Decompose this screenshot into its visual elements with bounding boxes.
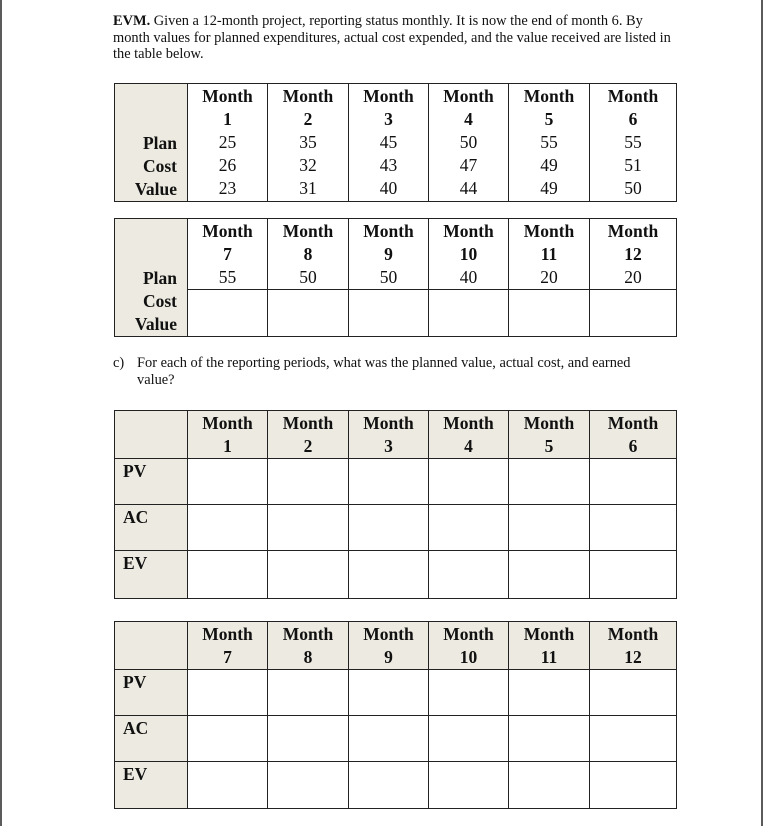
table-months-7-12-data <box>114 218 677 337</box>
column-header: Month 2 <box>282 86 334 129</box>
column-header: Month 8 <box>282 221 334 264</box>
table-months-1-6-data <box>114 83 677 202</box>
column-header: Month 5 <box>509 411 590 459</box>
table1-corner-cell <box>115 84 188 202</box>
table-evm-answers-1-6 <box>114 410 677 599</box>
answer-cell[interactable] <box>509 670 590 716</box>
column-header: Month 6 <box>590 411 677 459</box>
answer-cell[interactable] <box>268 459 349 505</box>
cell-value: 31 <box>299 178 317 198</box>
question-c <box>113 355 673 388</box>
row-label-ev: EV <box>115 551 188 599</box>
cell-plan: 55 <box>540 132 558 152</box>
cell-plan: 20 <box>624 267 642 287</box>
column-header: Month 7 <box>188 622 268 670</box>
table-evm-answers-7-12 <box>114 621 677 809</box>
answer-cell[interactable] <box>349 505 429 551</box>
row-label-ac: AC <box>115 716 188 762</box>
table2-column <box>268 219 349 290</box>
column-header: Month 2 <box>268 411 349 459</box>
table1-column <box>349 84 429 202</box>
empty-cell[interactable] <box>268 290 349 337</box>
table1-column <box>188 84 268 202</box>
answer-cell[interactable] <box>268 505 349 551</box>
row-label-pv: PV <box>115 670 188 716</box>
table1-column <box>509 84 590 202</box>
cell-plan: 50 <box>459 132 478 152</box>
answer-cell[interactable] <box>349 551 429 599</box>
row-label-plan: Plan <box>142 133 177 153</box>
column-header: Month 4 <box>429 411 509 459</box>
empty-cell[interactable] <box>188 290 268 337</box>
answer-cell[interactable] <box>429 716 509 762</box>
column-header: Month 3 <box>349 411 429 459</box>
column-header: Month 8 <box>268 622 349 670</box>
page-edge-left <box>0 0 2 826</box>
answer-cell[interactable] <box>429 762 509 809</box>
table2-column <box>188 219 268 290</box>
answer-cell[interactable] <box>509 716 590 762</box>
row-label-ev: EV <box>115 762 188 809</box>
column-header: Month 10 <box>429 622 509 670</box>
column-header: Month 12 <box>607 221 659 264</box>
answer-cell[interactable] <box>509 505 590 551</box>
cell-plan: 40 <box>459 267 478 287</box>
table3-corner-cell <box>115 411 188 459</box>
cell-plan: 20 <box>540 267 558 287</box>
answer-cell[interactable] <box>349 762 429 809</box>
answer-cell[interactable] <box>590 459 677 505</box>
column-header: Month 9 <box>349 622 429 670</box>
empty-cell[interactable] <box>509 290 590 337</box>
cell-cost: 43 <box>379 155 398 175</box>
table1-column <box>590 84 677 202</box>
empty-cell[interactable] <box>349 290 429 337</box>
column-header: Month 3 <box>363 86 414 129</box>
answer-cell[interactable] <box>509 551 590 599</box>
table2-column <box>509 219 590 290</box>
answer-cell[interactable] <box>590 762 677 809</box>
cell-plan: 25 <box>218 132 237 152</box>
answer-cell[interactable] <box>590 505 677 551</box>
cell-value: 40 <box>379 178 398 198</box>
answer-cell[interactable] <box>349 459 429 505</box>
row-label-cost: Cost <box>142 156 177 176</box>
answer-cell[interactable] <box>188 670 268 716</box>
table1-column <box>429 84 509 202</box>
row-label-cost: Cost <box>142 291 177 311</box>
table4-corner-cell <box>115 622 188 670</box>
answer-cell[interactable] <box>188 459 268 505</box>
answer-cell[interactable] <box>509 459 590 505</box>
column-header: Month 1 <box>188 411 268 459</box>
answer-cell[interactable] <box>590 551 677 599</box>
answer-cell[interactable] <box>349 716 429 762</box>
row-label-plan: Plan <box>142 268 177 288</box>
question-label: c) <box>113 355 125 371</box>
row-label-value: Value <box>134 179 177 199</box>
column-header: Month 5 <box>523 86 575 129</box>
answer-cell[interactable] <box>590 716 677 762</box>
answer-cell[interactable] <box>509 762 590 809</box>
row-label-pv: PV <box>115 459 188 505</box>
answer-cell[interactable] <box>268 762 349 809</box>
answer-cell[interactable] <box>268 670 349 716</box>
table1-column <box>268 84 349 202</box>
cell-value: 50 <box>624 178 642 198</box>
table2-column <box>349 219 429 290</box>
column-header: Month 10 <box>443 221 494 264</box>
empty-cell[interactable] <box>429 290 509 337</box>
cell-value: 23 <box>218 178 237 198</box>
column-header: Month 11 <box>509 622 590 670</box>
cell-cost: 47 <box>459 155 478 175</box>
cell-cost: 49 <box>540 155 558 175</box>
answer-cell[interactable] <box>188 505 268 551</box>
answer-cell[interactable] <box>188 716 268 762</box>
table2-column <box>429 219 509 290</box>
table2-label-cell <box>115 219 188 337</box>
cell-cost: 51 <box>624 155 642 175</box>
cell-cost: 32 <box>299 155 317 175</box>
answer-cell[interactable] <box>429 551 509 599</box>
answer-cell[interactable] <box>429 670 509 716</box>
row-label-value: Value <box>134 314 177 334</box>
cell-cost: 26 <box>218 155 237 175</box>
column-header: Month 6 <box>607 86 659 129</box>
answer-cell[interactable] <box>590 670 677 716</box>
column-header: Month 1 <box>202 86 253 129</box>
intro-lead: EVM. <box>113 13 151 29</box>
cell-plan: 35 <box>299 132 317 152</box>
cell-plan: 50 <box>299 267 317 287</box>
cell-value: 44 <box>459 178 478 198</box>
cell-plan: 55 <box>624 132 642 152</box>
answer-cell[interactable] <box>268 716 349 762</box>
question-line2: value? <box>137 371 175 388</box>
answer-cell[interactable] <box>429 505 509 551</box>
column-header: Month 7 <box>202 221 253 264</box>
answer-cell[interactable] <box>349 670 429 716</box>
column-header: Month 4 <box>443 86 494 129</box>
table2-column <box>590 219 677 290</box>
answer-cell[interactable] <box>188 762 268 809</box>
question-line1: For each of the reporting periods, what was the planned value, actual cost, and earned <box>137 355 631 371</box>
answer-cell[interactable] <box>429 459 509 505</box>
column-header: Month 12 <box>590 622 677 670</box>
answer-cell[interactable] <box>188 551 268 599</box>
row-label-ac: AC <box>115 505 188 551</box>
cell-value: 49 <box>540 178 558 198</box>
cell-plan: 55 <box>218 267 237 287</box>
empty-cell[interactable] <box>590 290 677 337</box>
intro-paragraph <box>113 13 673 63</box>
column-header: Month 9 <box>363 221 414 264</box>
cell-plan: 45 <box>379 132 398 152</box>
answer-cell[interactable] <box>268 551 349 599</box>
cell-plan: 50 <box>379 267 398 287</box>
column-header: Month 11 <box>523 221 575 264</box>
intro-text: Given a 12-month project, reporting status monthly. It is now the end of month 6. By month values for planned expenditures, actual cost expended, and the value received are listed in the table below. <box>113 13 671 62</box>
